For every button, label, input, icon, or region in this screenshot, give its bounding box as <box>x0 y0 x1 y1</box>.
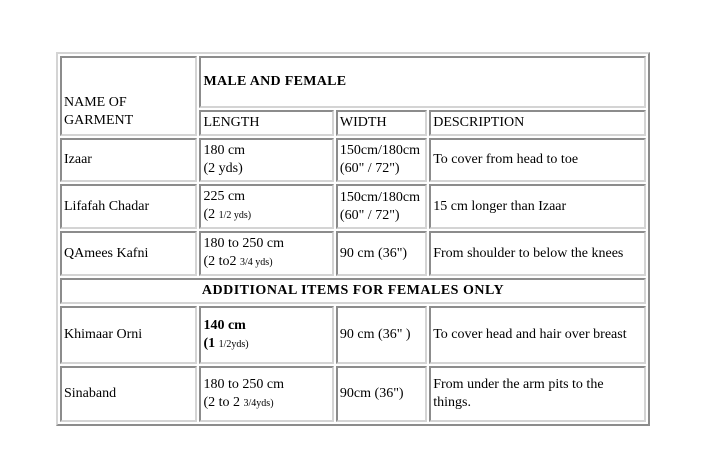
header-description: DESCRIPTION <box>429 110 646 136</box>
table-row <box>60 138 646 182</box>
additional-heading-row <box>60 278 646 304</box>
length-line-1: 180 cm <box>203 143 246 158</box>
garment-table <box>56 52 650 426</box>
garment-length <box>199 184 333 229</box>
length-line-1: 140 cm <box>203 317 246 333</box>
length-line-1: 180 to 250 cm <box>203 236 284 251</box>
header-name-of-garment-text: NAME OF GARMENT <box>64 95 134 128</box>
garment-width: 90 cm (36" ) <box>336 306 427 364</box>
width-line-2: (60" / 72") <box>339 161 400 176</box>
length-line-2-main: (2 to 2 <box>203 394 244 410</box>
length-line-2-small: 3/4yds) <box>243 397 274 409</box>
header-length: LENGTH <box>199 110 333 136</box>
width-line-1: 150cm/180cm <box>339 143 421 158</box>
length-line-2-main: (2 to2 <box>203 254 241 269</box>
header-male-and-female: MALE AND FEMALE <box>199 56 646 108</box>
header-width: WIDTH <box>336 110 427 136</box>
garment-name: Izaar <box>60 138 197 182</box>
garment-width: 90cm (36") <box>336 366 427 422</box>
table-row <box>60 184 646 229</box>
garment-name: QAmees Kafni <box>60 231 197 276</box>
table-row <box>60 366 646 422</box>
garment-width: 90 cm (36") <box>336 231 427 276</box>
garment-name: Khimaar Orni <box>60 306 197 364</box>
garment-description: To cover from head to toe <box>429 138 646 182</box>
length-line-1: 180 to 250 cm <box>203 376 284 392</box>
table-header-row-1 <box>60 56 646 108</box>
width-line-2: (60" / 72") <box>339 207 400 223</box>
length-line-2-small: 3/4 yds) <box>240 257 273 268</box>
garment-description: To cover head and hair over breast <box>429 306 646 364</box>
garment-name: Sinaband <box>60 366 197 422</box>
length-line-2-main: (1 <box>203 335 219 351</box>
width-line-1: 150cm/180cm <box>339 189 421 205</box>
garment-name: Lifafah Chadar <box>60 184 197 229</box>
garment-width <box>336 138 427 182</box>
table-row <box>60 306 646 364</box>
garment-length <box>199 231 333 276</box>
garment-description: 15 cm longer than Izaar <box>429 184 646 229</box>
garment-length <box>199 138 333 182</box>
length-line-2-small: 1/2yds) <box>218 338 249 350</box>
length-line-2-small: 1/2 yds) <box>218 210 252 221</box>
garment-length <box>199 306 333 364</box>
garment-description: From shoulder to below the knees <box>429 231 646 276</box>
table-row <box>60 231 646 276</box>
garment-width <box>336 184 427 229</box>
header-name-of-garment <box>60 56 197 136</box>
length-line-2: (2 yds) <box>203 161 243 176</box>
garment-description: From under the arm pits to the things. <box>429 366 646 422</box>
length-line-2-main: (2 <box>203 207 219 222</box>
length-line-1: 225 cm <box>203 189 246 204</box>
additional-items-heading: ADDITIONAL ITEMS FOR FEMALES ONLY <box>60 278 646 304</box>
garment-length <box>199 366 333 422</box>
